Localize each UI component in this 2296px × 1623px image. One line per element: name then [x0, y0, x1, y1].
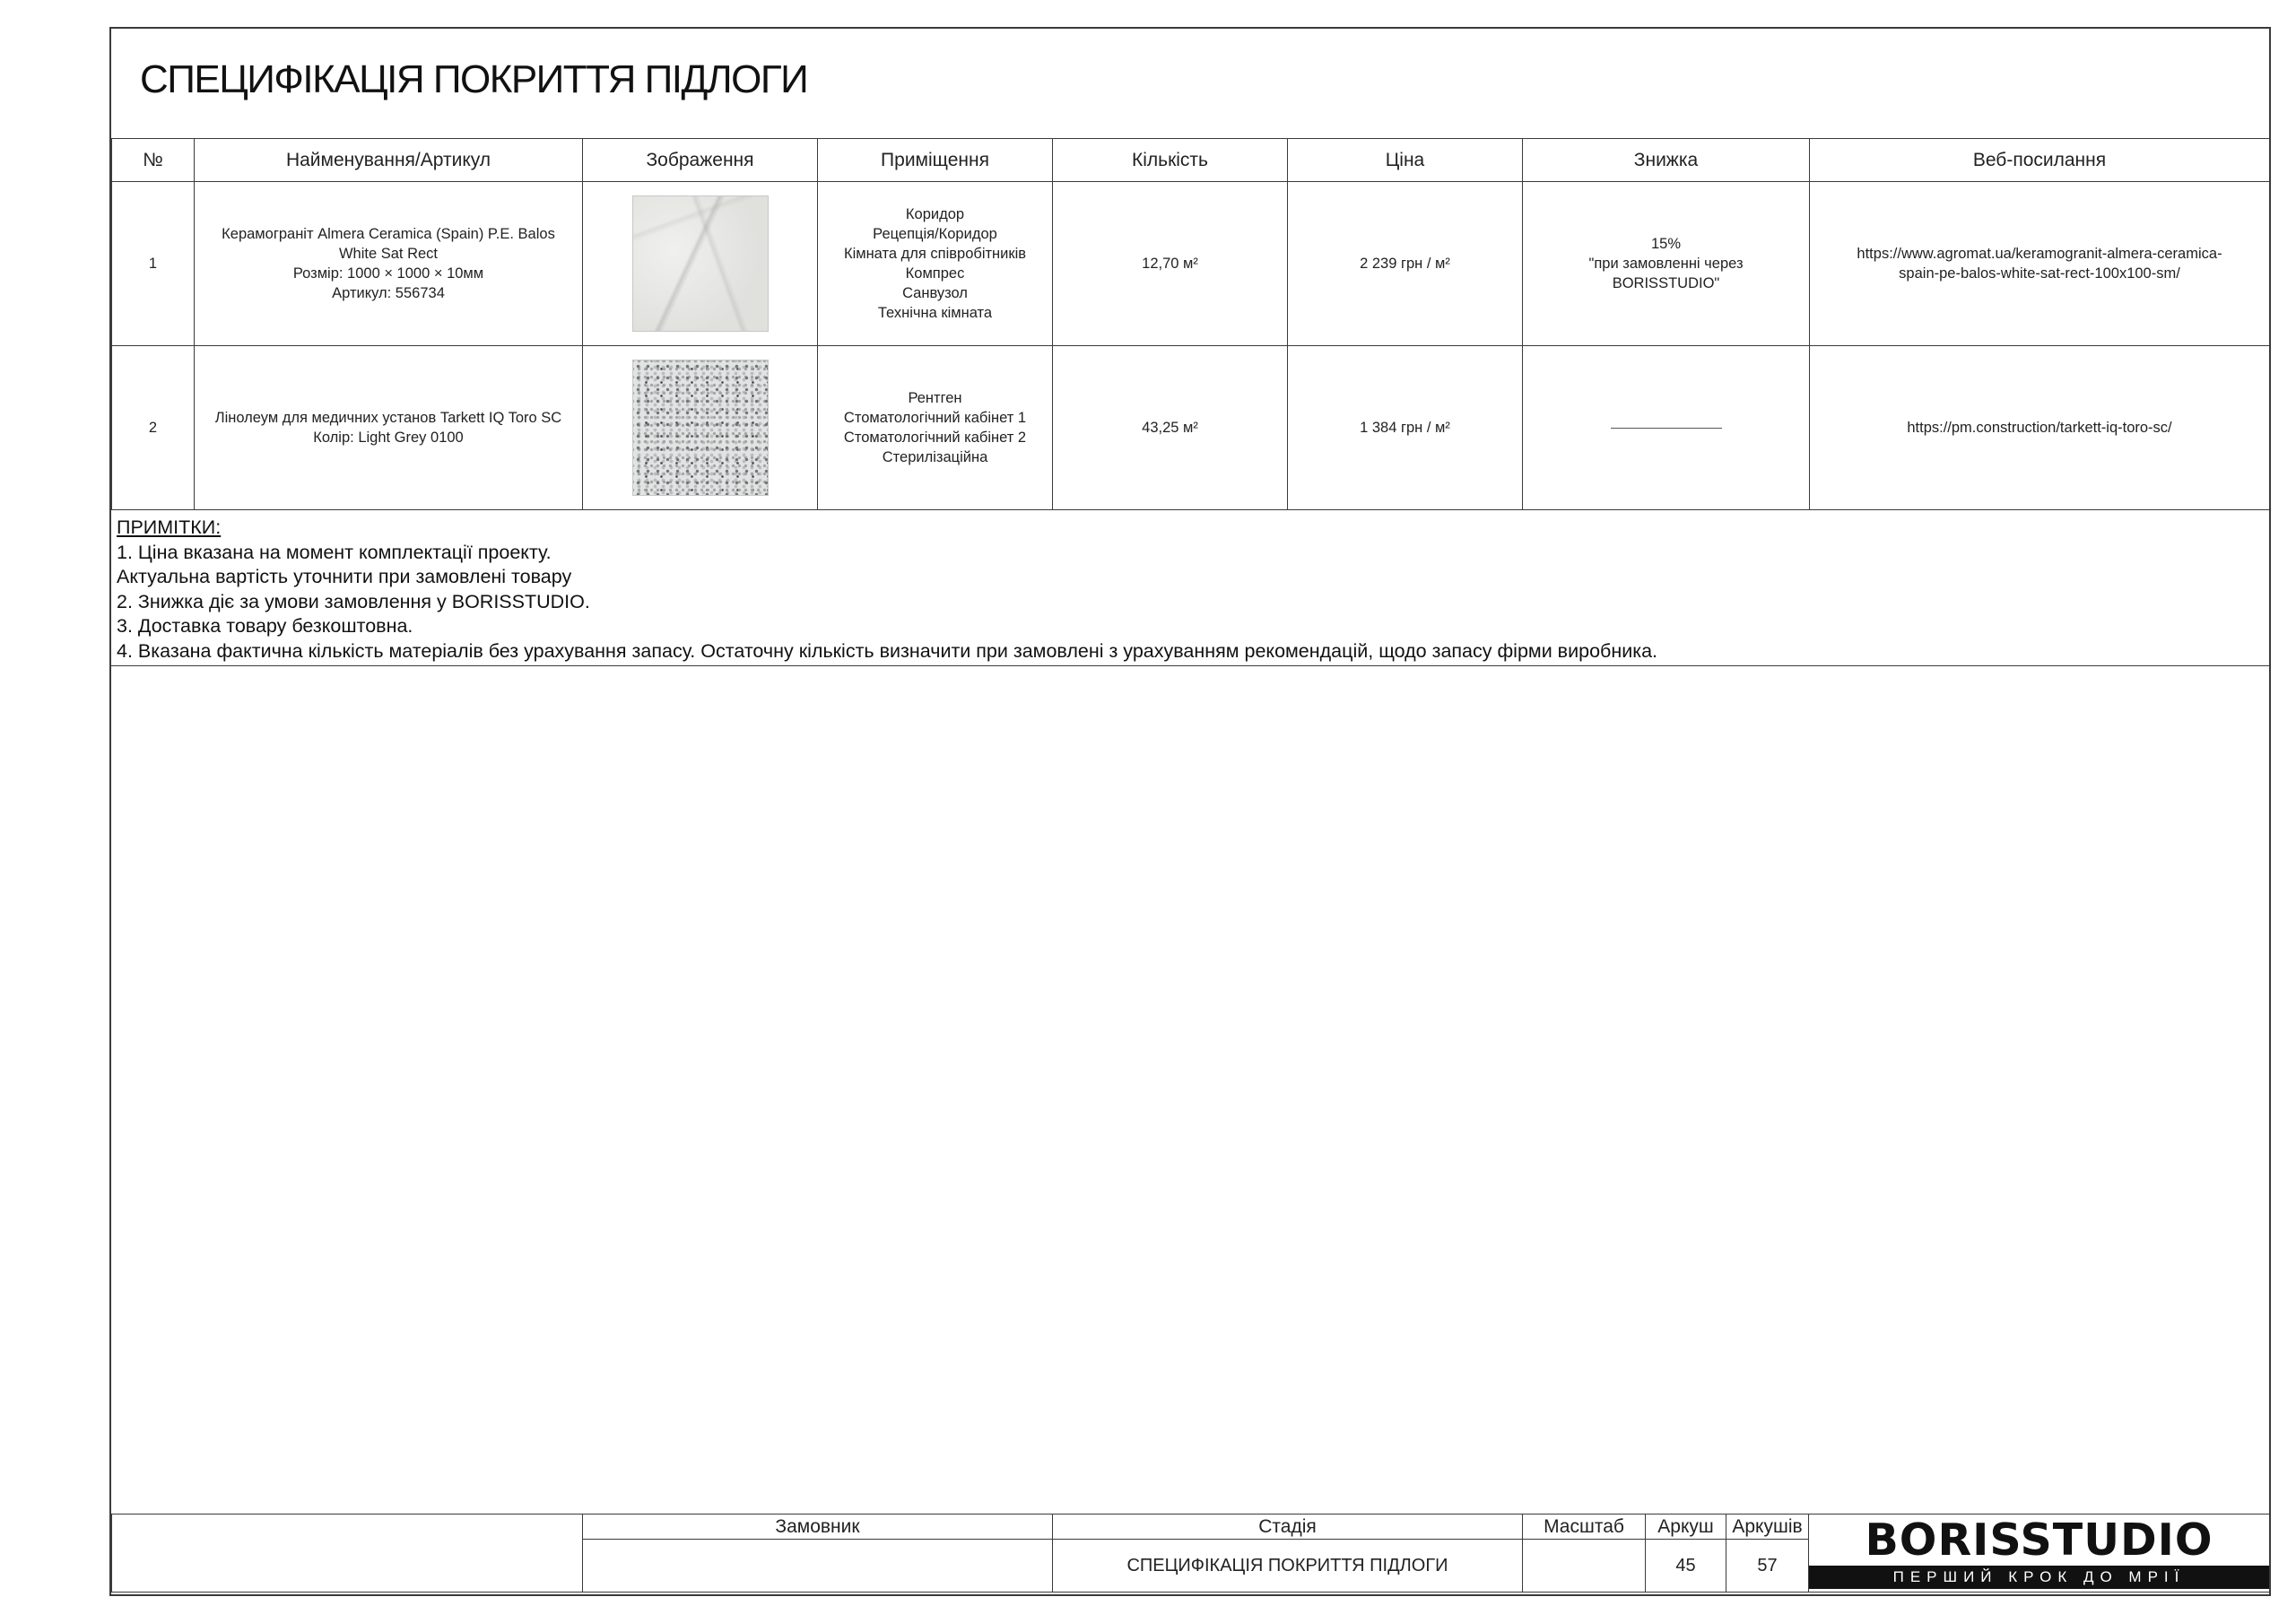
note-line: Актуальна вартість уточнити при замовлені товару [117, 566, 572, 587]
header-qty: Кількість [1053, 139, 1288, 182]
row-discount [1523, 346, 1810, 510]
room-line: Кімната для співробітників [843, 246, 1027, 262]
room-line: Компрес [905, 265, 965, 282]
document-title: СПЕЦИФІКАЦІЯ ПОКРИТТЯ ПІДЛОГИ [140, 57, 808, 101]
room-line: Технічна кімната [877, 305, 993, 321]
row-qty: 43,25 м² [1053, 346, 1288, 510]
title-block [111, 1514, 2270, 1593]
room-line: Стоматологічний кабінет 2 [843, 430, 1027, 446]
scale-label: Масштаб [1523, 1515, 1646, 1540]
header-price: Ціна [1288, 139, 1523, 182]
row-price: 2 239 грн / м² [1288, 182, 1523, 346]
notes-block [111, 510, 2269, 666]
room-line: Санвузол [902, 285, 968, 301]
no-discount-dash [1611, 428, 1722, 429]
borisstudio-logo [1809, 1515, 2269, 1592]
marble-tile-swatch [632, 195, 769, 332]
drawing-sheet [109, 27, 2271, 1596]
header-room: Приміщення [818, 139, 1053, 182]
speckled-linoleum-swatch [632, 360, 769, 496]
customer-value [583, 1540, 1053, 1593]
name-line: Розмір: 1000 × 1000 × 10мм [292, 265, 484, 282]
name-line: Колір: Light Grey 0100 [313, 430, 464, 446]
specification-table [111, 138, 2270, 510]
name-line: Лінолеум для медичних установ Tarkett IQ Toro SC [214, 410, 562, 426]
row-qty: 12,70 м² [1053, 182, 1288, 346]
row-image [583, 182, 818, 346]
scale-value [1523, 1540, 1646, 1593]
notes-heading: ПРИМІТКИ: [117, 516, 222, 538]
sheets-value: 57 [1726, 1540, 1809, 1593]
header-image: Зображення [583, 139, 818, 182]
row-discount [1523, 182, 1810, 346]
room-line: Стерилізаційна [882, 449, 988, 465]
table-header-row [112, 139, 2270, 182]
room-line: Стоматологічний кабінет 1 [843, 410, 1027, 426]
row-rooms [818, 182, 1053, 346]
room-line: Рентген [908, 390, 962, 406]
stage-label: Стадія [1053, 1515, 1523, 1540]
discount-line: BORISSTUDIO" [1612, 275, 1720, 291]
note-line: 1. Ціна вказана на момент комплектації проекту. [117, 541, 552, 563]
header-num: № [112, 139, 195, 182]
row-link [1810, 346, 2270, 510]
row-name [195, 182, 583, 346]
logo-tagline: ПЕРШИЙ КРОК ДО МРІЇ [1809, 1566, 2269, 1589]
note-line: 3. Доставка товару безкоштовна. [117, 615, 413, 637]
discount-line: 15% [1650, 236, 1682, 252]
row-num: 1 [112, 182, 195, 346]
link-line: https://www.agromat.ua/keramogranit-almera-ceramica- [1857, 246, 2222, 262]
stage-value: СПЕЦИФІКАЦІЯ ПОКРИТТЯ ПІДЛОГИ [1053, 1540, 1523, 1593]
sheets-label: Аркушів [1726, 1515, 1809, 1540]
name-line: Керамограніт Almera Ceramica (Spain) P.E. Balos [222, 226, 555, 242]
stamp-empty-cell [112, 1515, 583, 1593]
header-link: Веб-посилання [1810, 139, 2270, 182]
table-row [112, 346, 2270, 510]
row-name [195, 346, 583, 510]
row-image [583, 346, 818, 510]
name-line: White Sat Rect [338, 246, 439, 262]
header-discount: Знижка [1523, 139, 1810, 182]
sheet-value: 45 [1646, 1540, 1726, 1593]
row-link [1810, 182, 2270, 346]
table-row [112, 182, 2270, 346]
note-line: 2. Знижка діє за умови замовлення у BORISSTUDIO. [117, 590, 590, 612]
row-price: 1 384 грн / м² [1288, 346, 1523, 510]
note-line: 4. Вказана фактична кількість матеріалів без урахування запасу. Остаточну кількість визначити при замовлені з урахуванням рекомендацій, щодо запасу фірми виробника. [117, 639, 1658, 662]
logo-cell [1809, 1515, 2270, 1593]
room-line: Коридор [905, 206, 965, 222]
link-line: spain-pe-balos-white-sat-rect-100x100-sm/ [1899, 265, 2180, 282]
discount-line: "при замовленні через [1588, 256, 1744, 272]
logo-brand: BORISSTUDIO [1865, 1515, 2213, 1566]
name-line: Артикул: 556734 [332, 285, 445, 301]
link-line: https://pm.construction/tarkett-iq-toro-sc/ [1907, 420, 2172, 436]
row-rooms [818, 346, 1053, 510]
room-line: Рецепція/Коридор [873, 226, 997, 242]
row-num: 2 [112, 346, 195, 510]
header-name: Найменування/Артикул [195, 139, 583, 182]
sheet-label: Аркуш [1646, 1515, 1726, 1540]
customer-label: Замовник [583, 1515, 1053, 1540]
